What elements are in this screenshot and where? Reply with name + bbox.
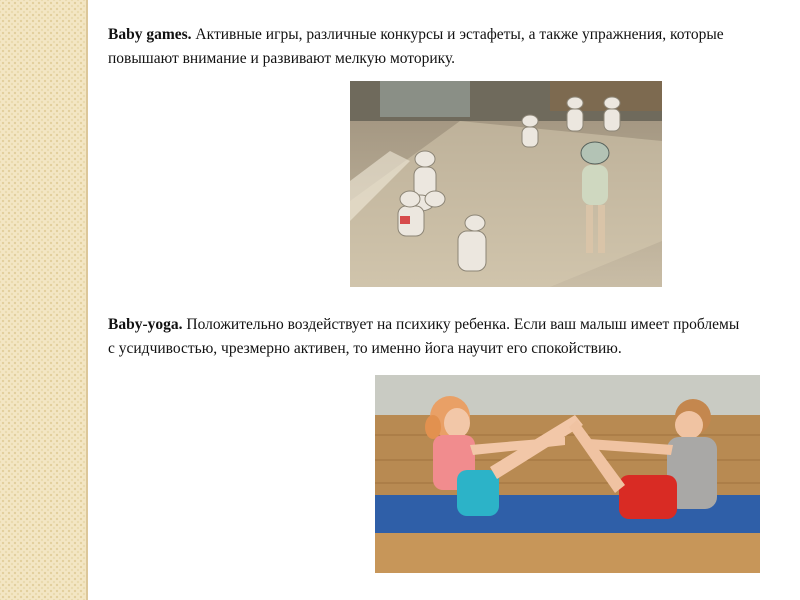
baby-games-heading: Baby games. <box>108 26 192 43</box>
baby-yoga-paragraph <box>108 313 748 361</box>
decorative-side-strip <box>0 0 86 600</box>
baby-yoga-text: Положительно воздействует на психику ребенка. Если ваш малыш имеет проблемы с усидчивостью, чрезмерно активен, то именно йога научит его спокойствию. <box>108 316 740 357</box>
baby-yoga-heading: Baby-yoga. <box>108 316 183 333</box>
baby-games-paragraph <box>108 23 748 71</box>
children-yoga-photo <box>375 375 760 573</box>
baby-games-text: Активные игры, различные конкурсы и эстафеты, а также упражнения, которые повышают внимание и развивают мелкую моторику. <box>108 26 724 67</box>
side-divider <box>86 0 88 600</box>
children-games-photo <box>350 81 662 287</box>
